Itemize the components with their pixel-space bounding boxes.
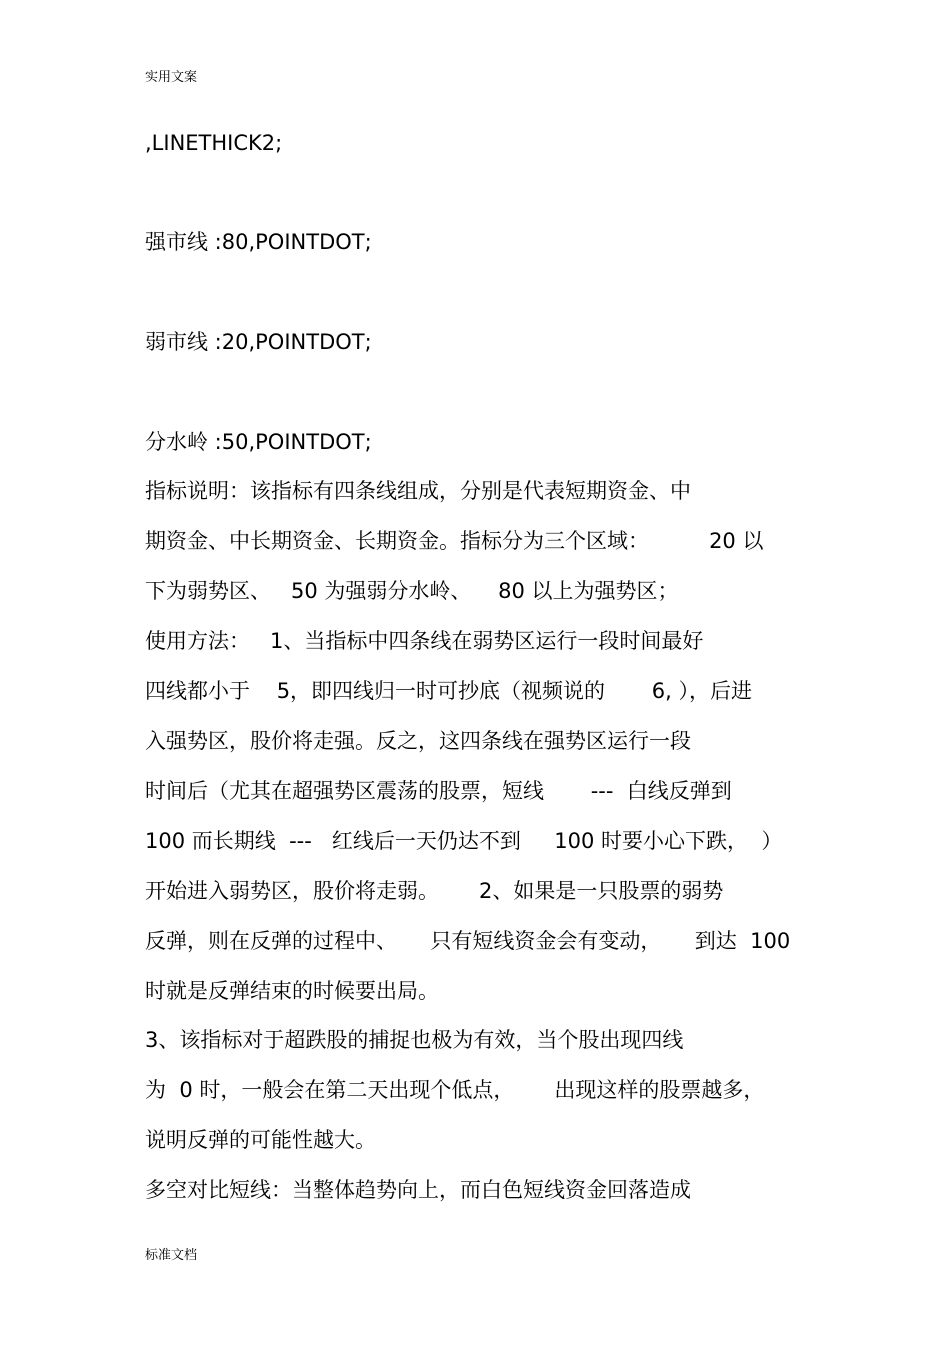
- text-line: 时间后（尤其在超强势区震荡的股票，短线 --- 白线反弹到: [145, 779, 732, 803]
- text-line: 四线都小于 5，即四线归一时可抄底（视频说的 6, ），后进: [145, 679, 752, 703]
- page-header: 实用文案: [145, 70, 198, 85]
- text-line: 入强势区，股价将走强。反之，这四条线在强势区运行一段: [145, 729, 691, 753]
- text-line: 期资金、中长期资金、长期资金。指标分为三个区域： 20 以: [145, 529, 764, 553]
- text-line: 说明反弹的可能性越大。: [145, 1128, 376, 1152]
- text-line: ,LINETHICK2;: [145, 131, 283, 155]
- text-line: 多空对比短线：当整体趋势向上，而白色短线资金回落造成: [145, 1178, 691, 1202]
- text-line: 弱市线 :20,POINTDOT;: [145, 330, 372, 354]
- text-line: 反弹，则在反弹的过程中、 只有短线资金会有变动， 到达 100: [145, 929, 791, 953]
- page-footer: 标准文档: [145, 1248, 198, 1263]
- text-line: 指标说明：该指标有四条线组成，分别是代表短期资金、中: [145, 479, 691, 503]
- text-line: 使用方法： 1、当指标中四条线在弱势区运行一段时间最好: [145, 629, 704, 653]
- text-line: 为 0 时，一般会在第二天出现个低点， 出现这样的股票越多，: [145, 1078, 765, 1102]
- text-line: 时就是反弹结束的时候要出局。: [145, 979, 439, 1003]
- text-line: 开始进入弱势区，股价将走弱。 2、如果是一只股票的弱势: [145, 879, 724, 903]
- text-line: 下为弱势区、 50 为强弱分水岭、 80 以上为强势区；: [145, 579, 679, 603]
- text-line: 强市线 :80,POINTDOT;: [145, 230, 372, 254]
- text-line: 100 而长期线 --- 红线后一天仍达不到 100 时要小心下跌， ）: [145, 829, 783, 853]
- text-line: 3、该指标对于超跌股的捕捉也极为有效，当个股出现四线: [145, 1028, 684, 1052]
- text-line: 分水岭 :50,POINTDOT;: [145, 430, 372, 454]
